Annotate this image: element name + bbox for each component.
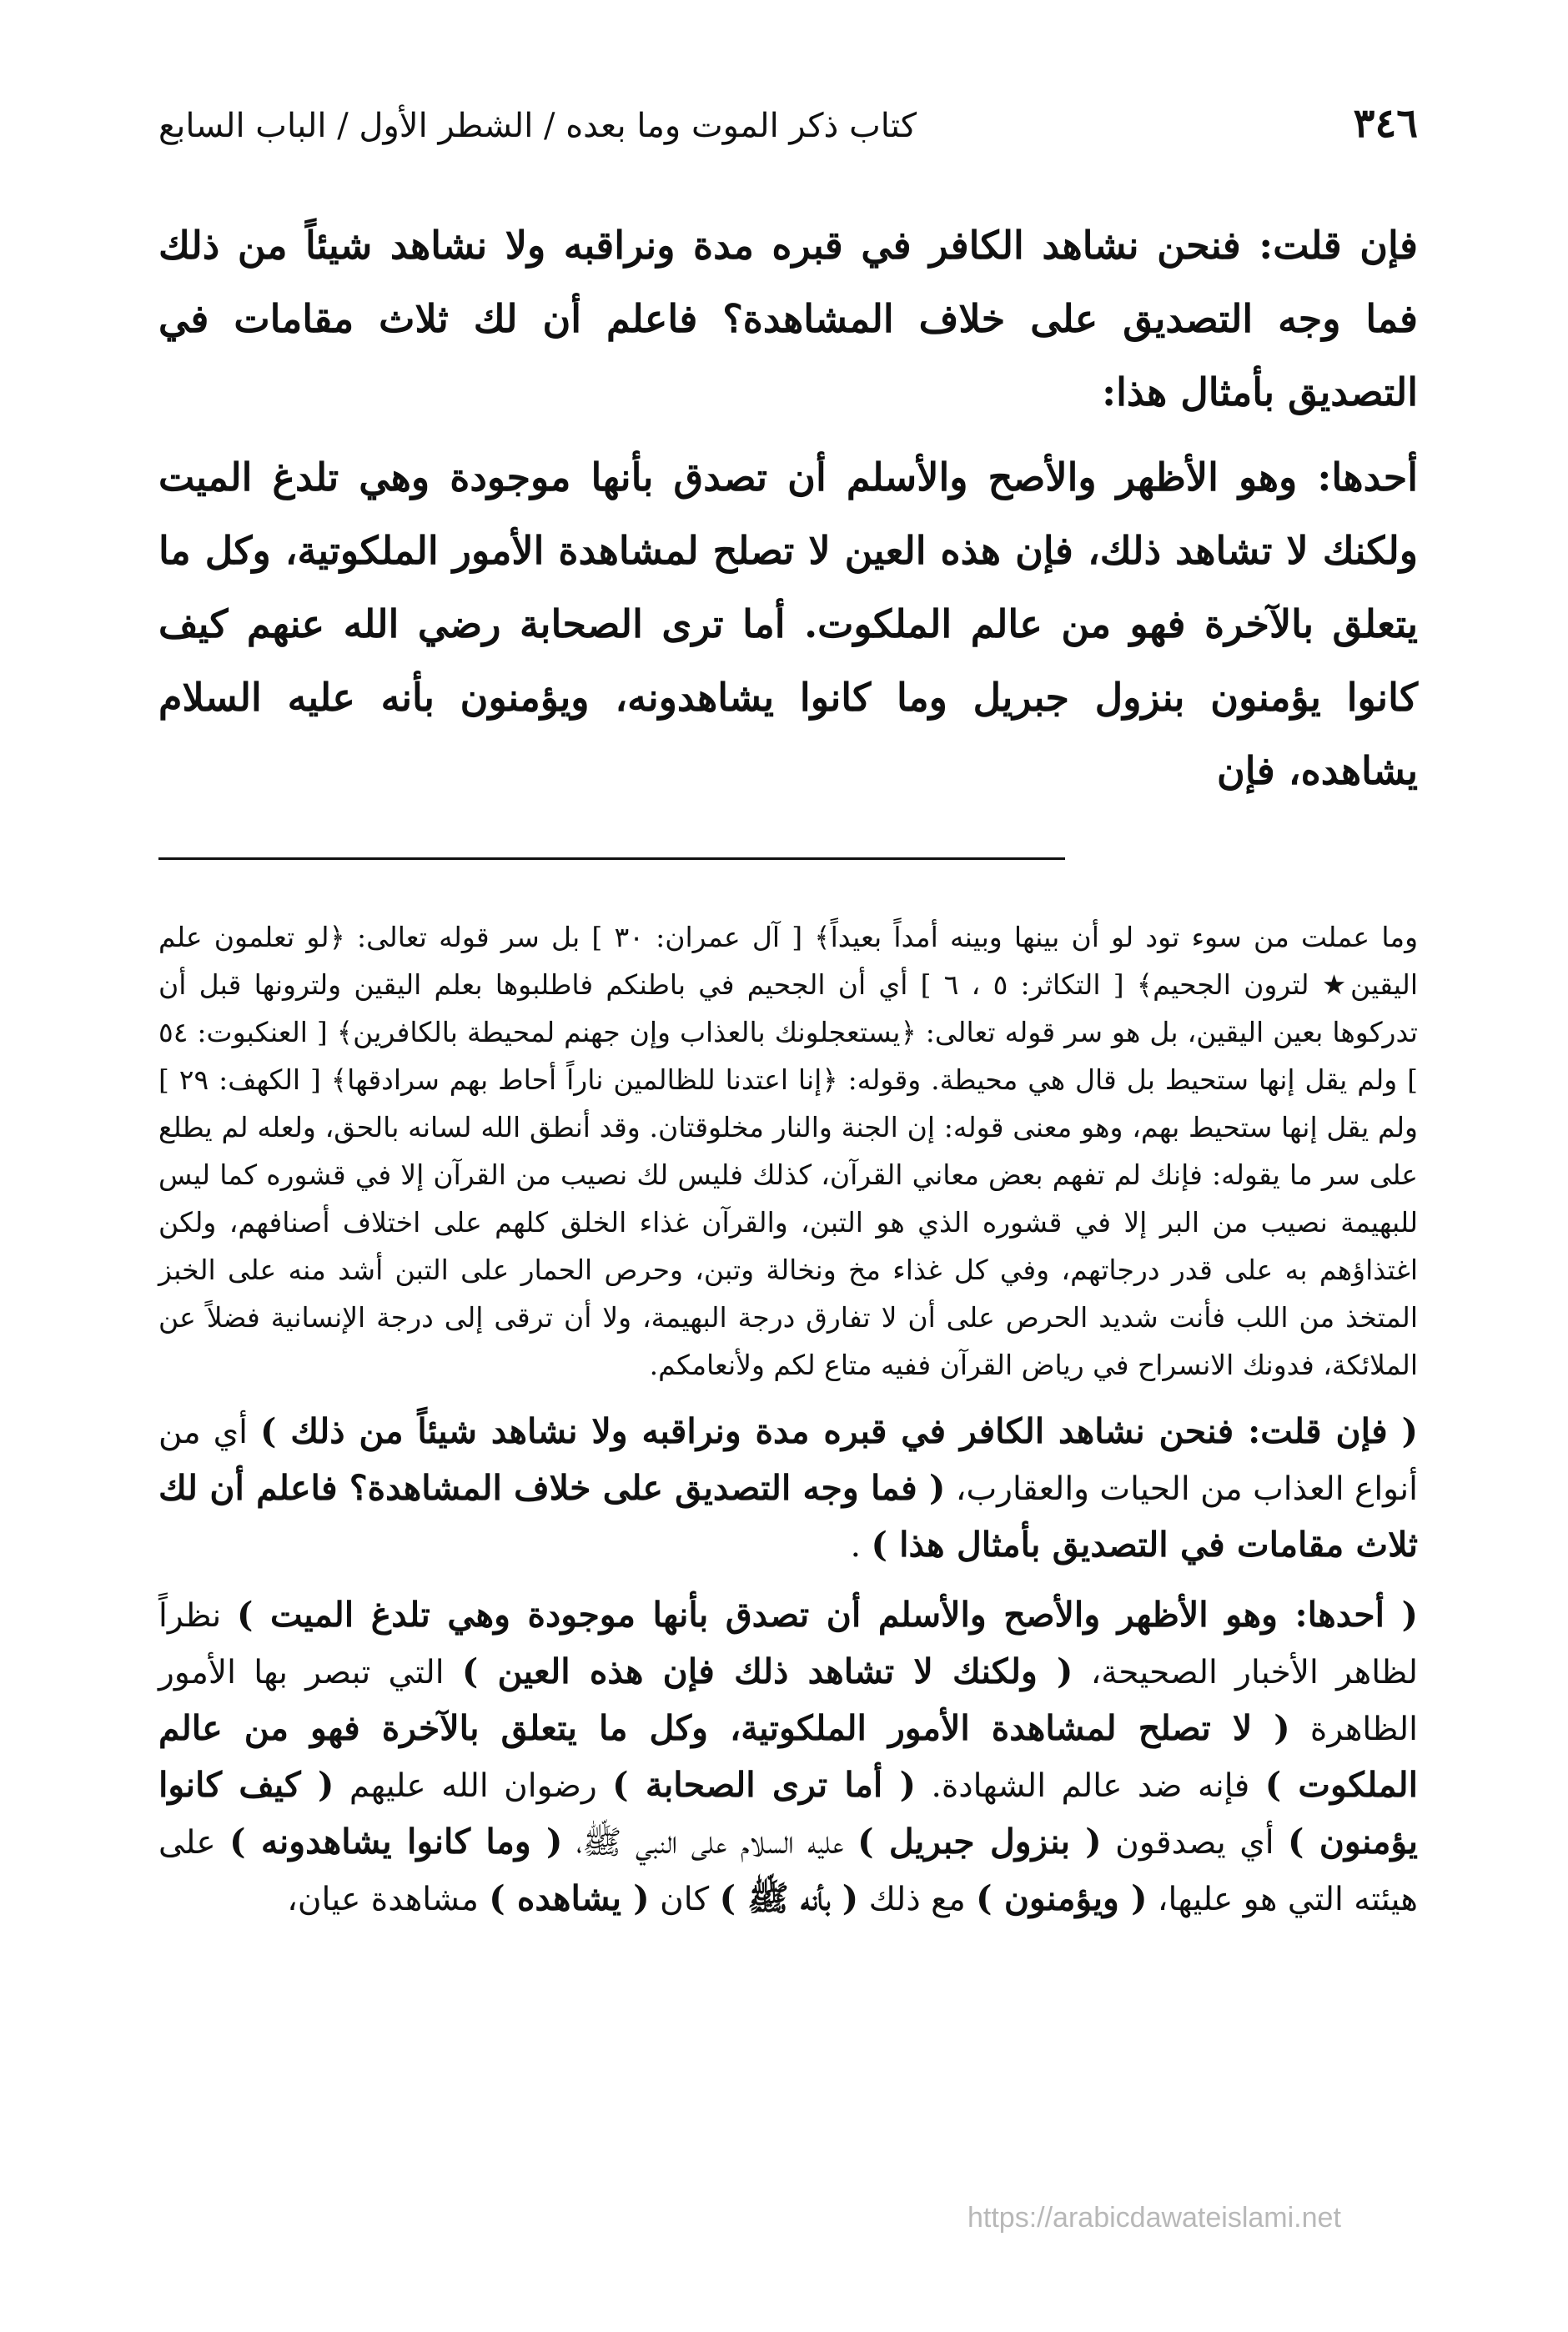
main-text	[158, 209, 1418, 807]
footnote-divider	[158, 857, 1065, 860]
matn-paragraph-2-lead: أحدها:	[1317, 455, 1418, 500]
commentary-1-quote-1: ( فإن قلت: فنحن نشاهد الكافر في قبره مدة ونراقبه ولا نشاهد شيئاً من ذلك )	[259, 1411, 1418, 1451]
matn-paragraph-1: فإن قلت: فنحن نشاهد الكافر في قبره مدة ونراقبه ولا نشاهد شيئاً من ذلك فما وجه التصديق على خلاف المشاهدة؟ فاعلم أن لك ثلاث مقامات في التصديق بأمثال هذا:	[158, 223, 1418, 415]
commentary-2-text-6: عليه السلام على النبي ﷺ،	[562, 1824, 858, 1862]
watermark-url: https://arabicdawateislami.net	[967, 2202, 1341, 2234]
commentary-2-quote-9: ( بأنه ﷺ )	[719, 1878, 859, 1918]
commentary-1-text-2: .	[850, 1527, 872, 1565]
commentary-paragraph-1	[158, 1404, 1418, 1574]
commentary-2-text-8: مع ذلك	[858, 1881, 977, 1918]
commentary-2-quote-1: ( أحدها: وهو الأظهر والأصح والأسلم أن تصدق بأنها موجودة وهي تلدغ الميت )	[236, 1595, 1418, 1635]
matn-paragraph-2-text: وهو الأظهر والأصح والأسلم أن تصدق بأنها موجودة وهي تلدغ الميت ولكنك لا تشاهد ذلك، فإن هذه العين لا تصلح لمشاهدة الأمور الملكوتية، وكل ما يتعلق بالآخرة فهو من عالم الملكوت. أما ترى الصحابة رضي الله عنهم كيف كانوا يؤمنون بنزول جبريل وما كانوا يشاهدونه، ويؤمنون بأنه عليه السلام يشاهده، فإن	[158, 455, 1418, 793]
commentary-2-quote-7: ( وما كانوا يشاهدونه )	[229, 1822, 563, 1862]
running-title: كتاب ذكر الموت وما بعده / الشطر الأول / الباب السابع	[158, 107, 917, 145]
commentary-2-quote-4: ( أما ترى الصحابة )	[612, 1765, 917, 1805]
commentary-2-text-5: أي يصدقون	[1101, 1824, 1289, 1862]
commentary-2-text-3: فإنه ضد عالم الشهادة.	[916, 1767, 1265, 1805]
book-page	[158, 100, 1418, 1941]
footnote-paragraph: وما عملت من سوء تود لو أن بينها وبينه أمداً بعيداً﴾ [ آل عمران: ٣٠ ] بل سر قوله تعالى: ﴿لو تعلمون علم اليقين★ لترون الجحيم﴾ [ التكاثر: ٥ ، ٦ ] أي أن الجحيم في باطنكم فاطلبوها بعلم اليقين ولترونها قبل أن تدركوها بعين اليقين، بل هو سر قوله تعالى: ﴿يستعجلونك بالعذاب وإن جهنم لمحيطة بالكافرين﴾ [ العنكبوت: ٥٤ ] ولم يقل إنها ستحيط بل قال هي محيطة. وقوله: ﴿إنا اعتدنا للظالمين ناراً أحاط بهم سرادقها﴾ [ الكهف: ٢٩ ] ولم يقل إنها ستحيط بهم، وهو معنى قوله: إن الجنة والنار مخلوقتان. وقد أنطق الله لسانه بالحق، ولعله لم يطلع على سر ما يقوله: فإنك لم تفهم بعض معاني القرآن، كذلك فليس لك نصيب من القرآن إلا في قشوره كما ليس للبهيمة نصيب من البر إلا في قشوره الذي هو التبن، والقرآن غذاء الخلق كلهم على اختلاف أصنافهم، ولكن اغتذاؤهم به على قدر درجاتهم، وفي كل غذاء مخ ونخالة وتبن، وحرص الحمار على التبن أشد منه على الخبز المتخذ من اللب فأنت شديد الحرص على أن لا تفارق درجة البهيمة، ولا أن ترقى إلى درجة الإنسانية فضلاً عن الملائكة، فدونك الانسراح في رياض القرآن ففيه متاع لكم ولأنعامكم.	[158, 921, 1419, 1381]
matn-paragraph-2	[158, 440, 1418, 807]
commentary-1-quote-2: ( فما وجه التصديق على خلاف المشاهدة؟ فاعلم أن لك ثلاث مقامات في التصديق بأمثال هذا )	[158, 1468, 1418, 1565]
commentary-2-quote-8: ( ويؤمنون )	[976, 1878, 1148, 1918]
commentary-2-quote-3: ( لا تصلح لمشاهدة الأمور الملكوتية، وكل ما يتعلق بالآخرة فهو من عالم الملكوت )	[158, 1708, 1418, 1805]
commentary-2-text-7: على هيئته التي هو عليها،	[158, 1824, 1418, 1918]
commentary-2-quote-6: ( بنزول جبريل )	[857, 1822, 1102, 1862]
page-header	[158, 100, 1418, 175]
commentary-2-text-9: كان	[649, 1881, 720, 1918]
commentary-2-quote-5: ( كيف كانوا يؤمنون )	[158, 1765, 1418, 1862]
commentary-2-text-10: مشاهدة عيان،	[287, 1881, 490, 1918]
commentary-2-text-2: التي تبصر بها الأمور الظاهرة	[158, 1654, 1418, 1748]
commentary-1-text-1: أي من أنواع العذاب من الحيات والعقارب،	[158, 1414, 1418, 1508]
commentary-2-text-4: رضوان الله عليهم	[334, 1767, 613, 1805]
page-number: ٣٤٦	[1353, 100, 1418, 147]
commentary-2-quote-10: ( يشاهده )	[489, 1878, 650, 1918]
commentary-2-text-1: نظراً لظاهر الأخبار الصحيحة،	[158, 1597, 1418, 1691]
commentary-paragraph-2	[158, 1587, 1418, 1927]
commentary-2-quote-2: ( ولكنك لا تشاهد ذلك فإن هذه العين )	[461, 1651, 1073, 1691]
